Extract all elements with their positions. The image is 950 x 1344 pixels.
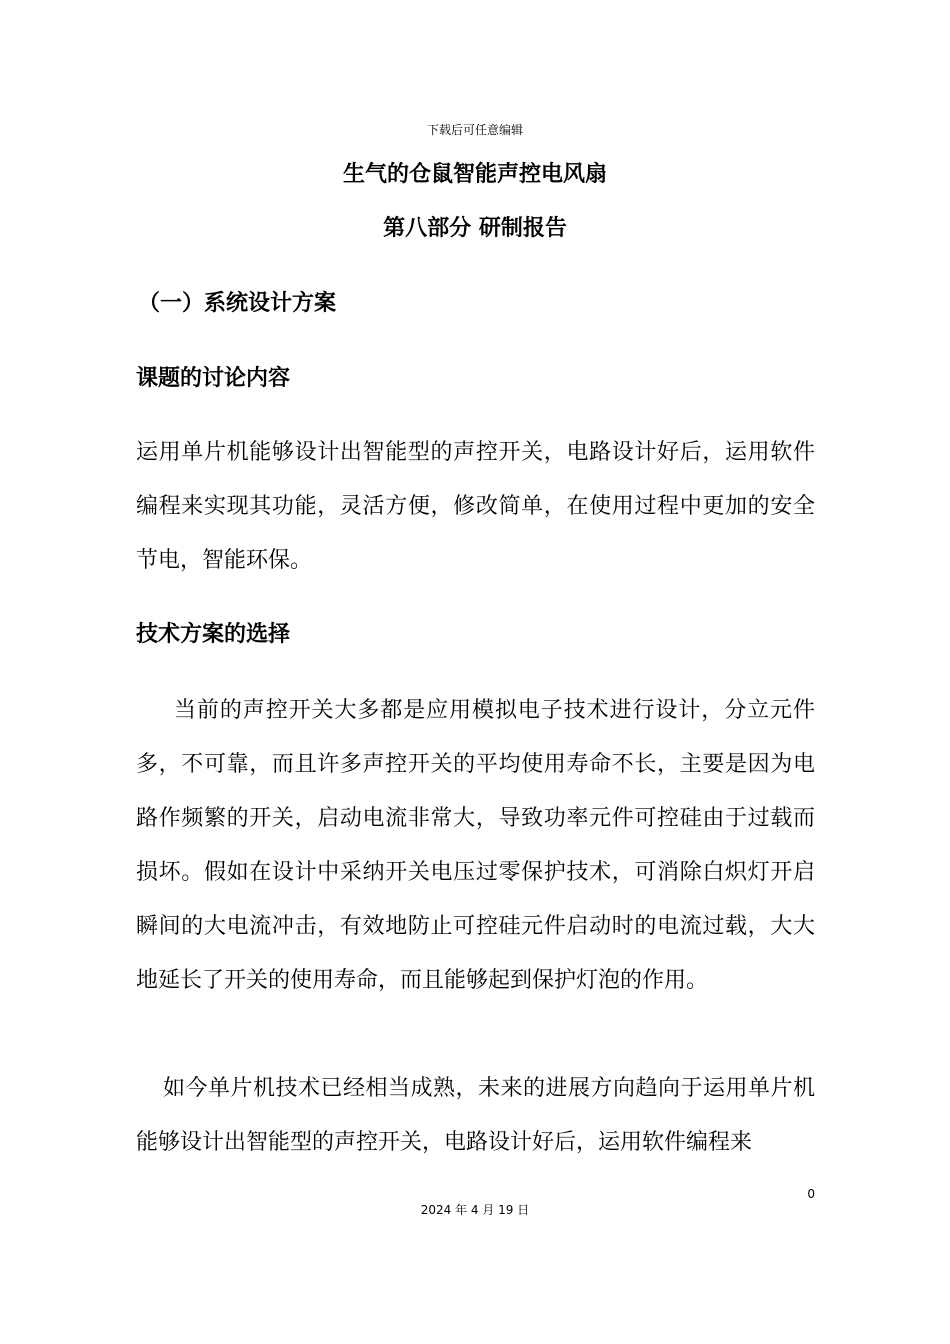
- footer-date: 2024 年 4 月 19 日: [420, 1203, 530, 1217]
- subheading-technical-scheme: 技术方案的选择: [136, 622, 291, 647]
- subheading-research-content: 课题的讨论内容: [136, 366, 291, 391]
- paragraph-research-content: 运用单片机能够设计出智能型的声控开关，电路设计好后，运用软件编程来实现其功能，灵活方便，修改简单，在使用过程中更加的安全节电，智能环保。: [136, 440, 815, 573]
- paragraph-current-status: 如今单片机技术已经相当成熟，未来的进展方向趋向于运用单片机能够设计出智能型的声控开关，电路设计好后，运用软件编程来: [136, 1076, 815, 1155]
- header-note: 下载后可任意编辑: [426, 123, 523, 137]
- page-number: 0: [807, 1187, 815, 1201]
- part-title: 第八部分 研制报告: [383, 216, 567, 241]
- document-title: 生气的仓鼠智能声控电风扇: [342, 162, 607, 187]
- section-heading: （一）系统设计方案: [138, 291, 337, 316]
- paragraph-technical-scheme: 当前的声控开关大多都是应用模拟电子技术进行设计，分立元件多，不可靠，而且许多声控开关的平均使用寿命不长，主要是因为电路作频繁的开关，启动电流非常大，导致功率元件可控硅由于过载而损坏。假如在设计中采纳开关电压过零保护技术，可消除白炽灯开启瞬间的大电流冲击，有效地防止可控硅元件启动时的电流过载，大大地延长了开关的使用寿命，而且能够起到保护灯泡的作用。: [136, 698, 815, 993]
